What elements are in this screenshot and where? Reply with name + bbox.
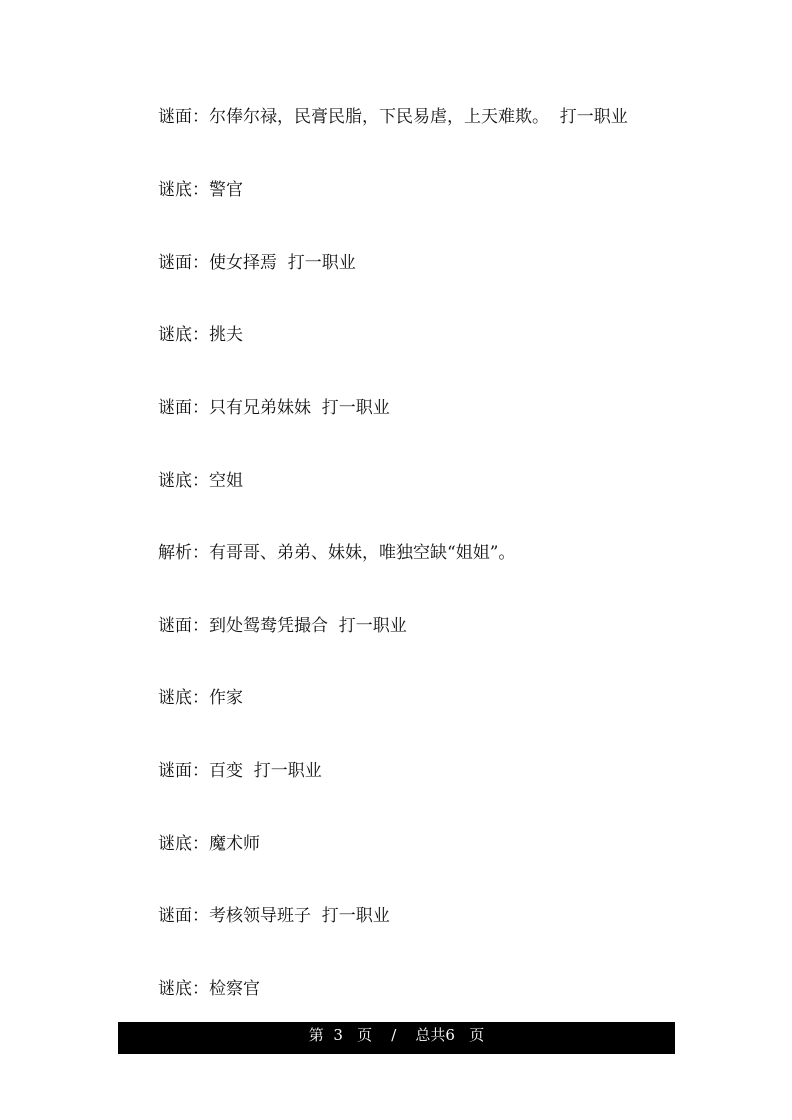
riddle-line-4: 谜面：到处鸳鸯凭撮合 打一职业 [158,616,407,636]
answer-line-5: 谜底：魔术师 [158,834,260,854]
riddle-line-5: 谜面：百变 打一职业 [158,761,322,781]
answer-line-2: 谜底：挑夫 [158,325,243,345]
answer-line-1: 谜底：警官 [158,180,243,200]
answer-line-4: 谜底：作家 [158,688,243,708]
explanation-line-3: 解析：有哥哥、弟弟、妹妹，唯独空缺“姐姐”。 [158,543,516,563]
answer-line-3: 谜底：空姐 [158,471,243,491]
page-number-label: 第 3 页 / 总共6 页 [308,1026,485,1044]
riddle-line-2: 谜面：使女择焉 打一职业 [158,253,356,273]
riddle-line-3: 谜面：只有兄弟妹妹 打一职业 [158,398,390,418]
riddle-line-1: 谜面：尔俸尔禄，民膏民脂，下民易虐，上天难欺。 打一职业 [158,107,628,127]
answer-line-6: 谜底：检察官 [158,979,260,999]
page-footer-bar [118,1022,675,1054]
riddle-line-6: 谜面：考核领导班子 打一职业 [158,906,390,926]
